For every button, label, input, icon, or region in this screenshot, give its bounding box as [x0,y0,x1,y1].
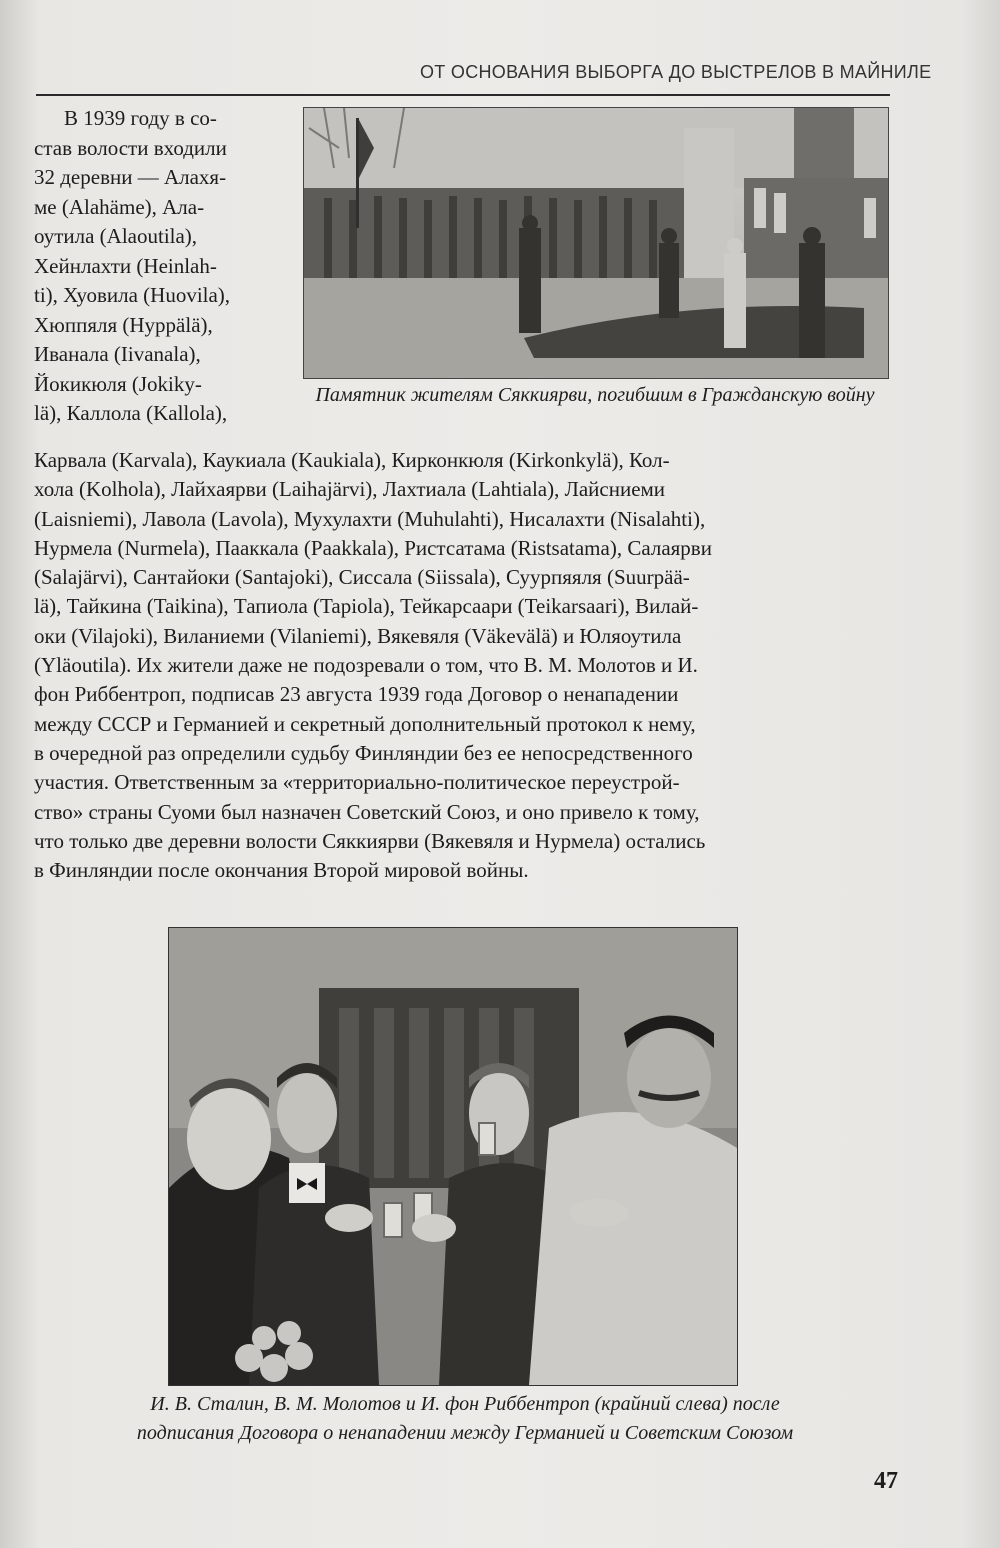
text-line: оки (Vilajoki), Виланиеми (Vilaniemi), Вякевяля (Väkevälä) и Юляоутила [34,623,682,648]
text-line: (Yläoutila). Их жители даже не подозревали о том, что В. М. Молотов и И. [34,653,698,678]
text-line: Йокикюля (Jokiky- [34,371,202,396]
text-line: в очередной раз определили судьбу Финляндии без ее непосредственного [34,740,693,765]
header-rule [36,94,890,96]
caption-line: И. В. Сталин, В. М. Молотов и И. фон Риббентроп (крайний слева) после [150,1393,780,1415]
treaty-toast-image [169,928,737,1385]
text-line: Хюппяля (Hyppälä), [34,312,213,337]
text-line: ме (Alahäme), Ала- [34,194,205,219]
monument-ceremony-image [304,108,888,378]
running-head: ОТ ОСНОВАНИЯ ВЫБОРГА ДО ВЫСТРЕЛОВ В МАЙНИЛЕ [420,62,932,82]
text-line: ство» страны Суоми был назначен Советский Союз, и оно привело к тому, [34,799,700,824]
left-column-text [34,104,296,429]
text-line: что только две деревни волости Сяккиярви (Вякевяля и Нурмела) остались [34,828,706,853]
text-line: фон Риббентроп, подписав 23 августа 1939 года Договор о ненападении [34,682,679,707]
text-line: В 1939 году в со- [64,106,217,130]
text-line: оутила (Alaoutila), [34,224,198,248]
text-line: (Salajärvi), Сантайоки (Santajoki), Сиссала (Siissala), Суурпяяля (Suurpää- [34,565,690,590]
treaty-toast-photo [168,927,738,1386]
text-line: став волости входили [34,135,227,160]
main-body-text [34,446,892,885]
text-line: lä), Каллола (Kallola), [34,401,228,425]
text-line: Хейнлахти (Heinlah- [34,253,217,278]
text-line: lä), Тайкина (Taikina), Тапиола (Tapiola), Тейкарсаари (Teikarsaari), Вилай- [34,594,699,619]
text-line: хола (Kolhola), Лайхаярви (Laihajärvi), Лахтиала (Lahtiala), Лайсниеми [34,477,666,502]
text-line: 32 деревни — Алахя- [34,165,227,189]
text-line: (Laisniemi), Лавола (Lavola), Мухулахти (Muhulahti), Нисалахти (Nisalahti), [34,506,706,531]
text-line: участия. Ответственным за «территориально-политическое переустрой- [34,770,680,795]
caption-line: подписания Договора о ненападении между Германией и Советским Союзом [136,1422,794,1444]
text-line: в Финляндии после окончания Второй мировой войны. [34,858,529,883]
text-line: между СССР и Германией и секретный дополнительный протокол к нему, [34,711,696,736]
text-line: Нурмела (Nurmela), Пааккала (Paakkala), Ристсатама (Ristsatama), Салаярви [34,535,712,560]
photo-caption-treaty [30,1390,900,1448]
photo-caption-monument: Памятник жителям Сяккиярви, погибшим в Гражданскую войну [315,384,875,406]
text-line: Карвала (Karvala), Каукиала (Kaukiala), Кирконкюля (Kirkonkylä), Кол- [34,448,670,472]
monument-ceremony-photo [303,107,889,379]
text-line: Иванала (Iivanala), [34,342,201,366]
text-line: ti), Хуовила (Huovila), [34,283,231,307]
page-number: 47 [874,1468,898,1494]
